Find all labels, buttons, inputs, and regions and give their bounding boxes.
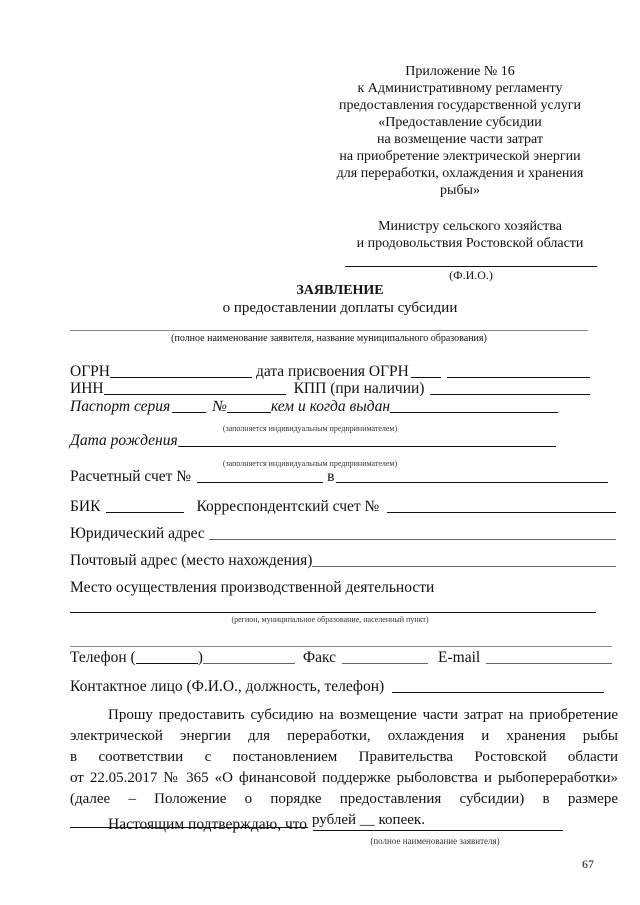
passport-number-label: №: [212, 398, 227, 415]
phone-label: Телефон (: [70, 649, 136, 666]
inn-field[interactable]: [104, 380, 286, 395]
inn-label: ИНН: [70, 380, 104, 397]
request-line: Прошу предоставить субсидию на возмещение части затрат на приобретение: [108, 707, 618, 723]
ogrn-date-label: дата присвоения ОГРН: [255, 363, 409, 380]
confirm-text: Настоящим подтверждаю, что: [108, 816, 308, 833]
phone-field[interactable]: [203, 649, 295, 664]
birth-date-field[interactable]: [178, 432, 556, 447]
bik-field[interactable]: [106, 498, 184, 513]
email-field[interactable]: [486, 649, 612, 664]
fax-label: Факс: [302, 649, 337, 666]
contact-field[interactable]: [392, 678, 604, 693]
applicant-hint: (полное наименование заявителя, название муниципального образования): [171, 333, 487, 344]
passport-series-field[interactable]: [172, 398, 206, 413]
appendix-line: «Предоставление субсидии: [378, 115, 542, 130]
kpp-label: КПП (при наличии): [293, 380, 425, 397]
passport-row: [70, 397, 618, 416]
addressee-line: Министру сельского хозяйства: [378, 219, 562, 234]
request-line: от 22.05.2017 № 365 «О финансовой поддержке рыболовства и рыбопереработки»: [70, 770, 618, 786]
page-number: 67: [582, 857, 594, 871]
email-label: E-mail: [438, 649, 481, 666]
passport-issued-label: кем и когда выдан: [270, 398, 391, 415]
phone-close: ): [197, 649, 203, 666]
account-label: Расчетный счет №: [70, 468, 192, 485]
appendix-line: на возмещение части затрат: [376, 132, 544, 147]
account-row: [70, 467, 618, 486]
contact-label: Контактное лицо (Ф.И.О., должность, телефон): [70, 678, 385, 695]
postal-address-field[interactable]: [312, 552, 616, 567]
kpp-field[interactable]: [430, 380, 590, 395]
legal-address-field[interactable]: [209, 525, 616, 540]
account-in-label: в: [327, 468, 335, 485]
amount-suffix: рублей __ копеек.: [312, 812, 425, 828]
ogrn-label: ОГРН: [70, 363, 110, 380]
production-place-line[interactable]: [70, 612, 596, 613]
bik-row: [70, 497, 618, 516]
appendix-line: предоставления государственной услуги: [339, 98, 581, 113]
confirm-field[interactable]: [313, 816, 563, 831]
appendix-line: рыбы»: [440, 183, 480, 198]
addressee-line: и продовольствия Ростовской области: [356, 236, 584, 251]
passport-series-label: Паспорт серия: [70, 398, 171, 415]
ogrn-field[interactable]: [110, 363, 252, 378]
inn-row: [70, 379, 618, 398]
entrepreneur-hint: (заполняется индивидуальным предпринимателем): [222, 424, 398, 433]
appendix-line: на приобретение электрической энергии: [339, 149, 581, 164]
corr-account-label: Корреспондентский счет №: [196, 498, 380, 515]
document-title: ЗАЯВЛЕНИЕ: [296, 283, 384, 298]
contact-row: [70, 677, 618, 696]
phone-code-field[interactable]: [136, 649, 198, 664]
extra-line[interactable]: [70, 646, 612, 647]
request-line: в соответствии с постановлением Правительства Ростовской области: [70, 749, 618, 765]
region-hint: (регион, муниципальное образование, населенный пункт): [231, 615, 429, 624]
request-line: электрической энергии для переработки, охлаждения и хранения рыбы: [70, 728, 618, 744]
confirm-row: [108, 815, 568, 834]
appendix-line: для переработки, охлаждения и хранения: [336, 166, 584, 181]
postal-address-label: Почтовый адрес (место нахождения): [70, 552, 313, 569]
passport-number-field[interactable]: [227, 398, 271, 413]
appendix-block: [322, 63, 598, 199]
birth-date-row: [70, 431, 618, 450]
bik-label: БИК: [70, 498, 101, 515]
corr-account-field[interactable]: [387, 498, 616, 513]
fio-hint: (Ф.И.О.): [449, 268, 493, 282]
legal-address-label: Юридический адрес: [70, 525, 205, 542]
birth-date-label: Дата рождения: [70, 432, 178, 449]
fax-field[interactable]: [342, 649, 428, 664]
legal-address-row: [70, 524, 618, 543]
postal-address-row: [70, 551, 618, 570]
request-paragraph: [70, 705, 618, 831]
bank-field[interactable]: [336, 468, 608, 483]
production-place-label: Место осуществления производственной деятельности: [70, 579, 435, 596]
entrepreneur-hint: (заполняется индивидуальным предпринимателем): [222, 459, 398, 468]
addressee-block: [330, 218, 610, 252]
request-line: (далее – Положение о порядке предоставления субсидии) в размере: [70, 791, 618, 807]
ogrn-date-field[interactable]: [411, 363, 441, 378]
fio-line[interactable]: [345, 266, 597, 267]
document-subtitle: о предоставлении доплаты субсидии: [222, 300, 458, 316]
confirm-hint: (полное наименование заявителя): [370, 836, 500, 846]
ogrn-date-field-2[interactable]: [447, 363, 590, 378]
appendix-line: Приложение № 16: [405, 64, 515, 79]
applicant-name-line[interactable]: [70, 330, 588, 331]
passport-issued-field[interactable]: [390, 398, 558, 413]
appendix-line: к Административному регламенту: [357, 81, 563, 96]
account-field[interactable]: [197, 468, 323, 483]
phone-row: [70, 648, 618, 667]
